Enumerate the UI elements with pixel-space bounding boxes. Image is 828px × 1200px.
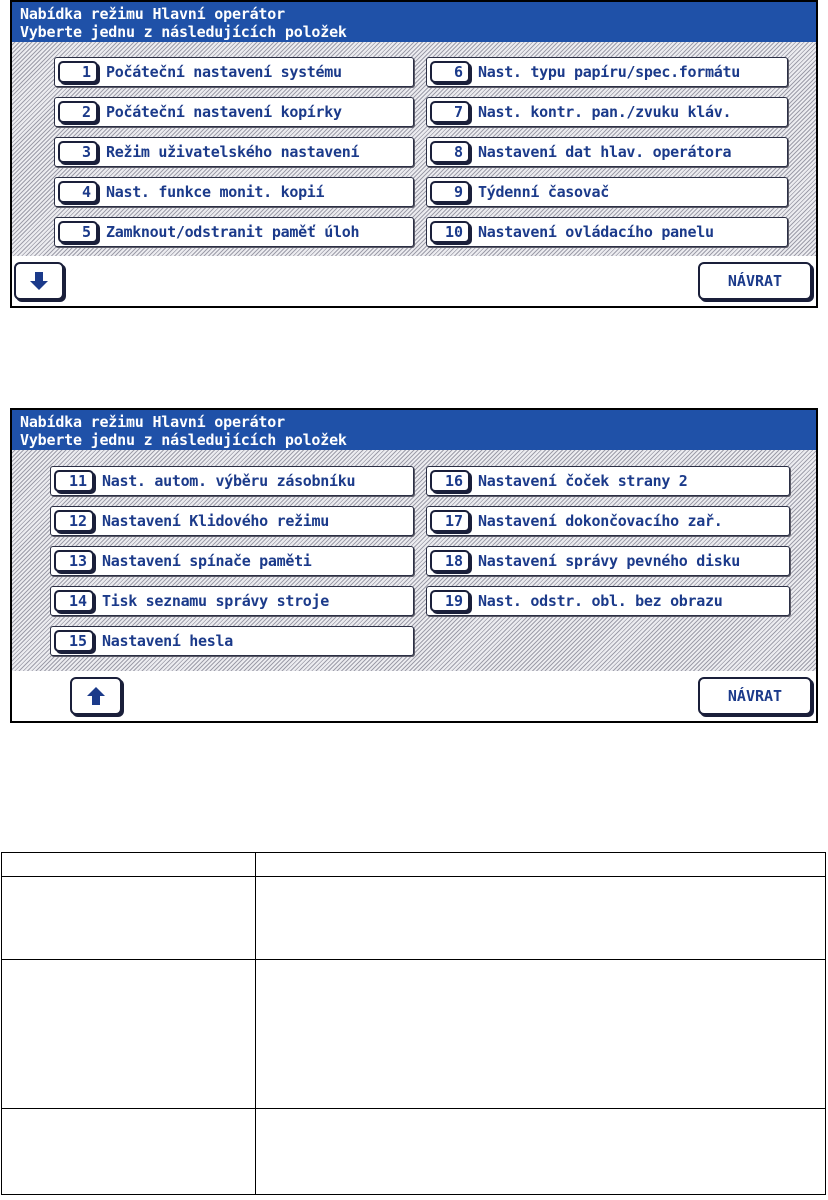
menu-item-11[interactable] (50, 466, 414, 496)
item-label: Tisk seznamu správy stroje (102, 592, 330, 610)
table-row (2, 1109, 826, 1195)
menu-item-19[interactable] (426, 586, 790, 616)
table-cell (2, 853, 256, 877)
title-line-1: Nabídka režimu Hlavní operátor (20, 413, 285, 431)
table-cell (256, 1109, 826, 1195)
item-number: 4 (58, 181, 98, 203)
item-number: 1 (58, 61, 98, 83)
menu-item-18[interactable] (426, 546, 790, 576)
title-line-2: Vyberte jednu z následujících položek (20, 23, 347, 41)
item-label: Nast. kontr. pan./zvuku kláv. (478, 103, 732, 121)
menu-item-2[interactable] (54, 97, 414, 127)
item-number: 19 (430, 590, 470, 612)
menu-item-5[interactable] (54, 217, 414, 247)
page-down-button[interactable] (14, 262, 64, 300)
item-label: Nast. funkce monit. kopií (106, 183, 325, 201)
menu-item-12[interactable] (50, 506, 414, 536)
menu-item-16[interactable] (426, 466, 790, 496)
item-label: Nastavení čoček strany 2 (478, 472, 688, 490)
item-label: Nastavení ovládacího panelu (478, 223, 714, 241)
table-cell (2, 960, 256, 1109)
menu-screen-page-2 (10, 408, 818, 723)
menu-item-17[interactable] (426, 506, 790, 536)
item-label: Nast. autom. výběru zásobníku (102, 472, 356, 490)
menu-item-8[interactable] (426, 137, 788, 167)
arrow-down-icon (26, 268, 52, 294)
title-bar (12, 410, 816, 450)
table-cell (256, 960, 826, 1109)
title-line-2: Vyberte jednu z následujících položek (20, 431, 347, 449)
description-table (1, 852, 826, 1195)
item-label: Počáteční nastavení systému (106, 63, 342, 81)
item-label: Nastavení hesla (102, 632, 233, 650)
item-number: 9 (430, 181, 470, 203)
item-number: 11 (54, 470, 94, 492)
menu-item-3[interactable] (54, 137, 414, 167)
menu-item-4[interactable] (54, 177, 414, 207)
item-label: Nastavení dat hlav. operátora (478, 143, 732, 161)
item-number: 10 (430, 221, 470, 243)
item-number: 5 (58, 221, 98, 243)
menu-item-7[interactable] (426, 97, 788, 127)
menu-item-1[interactable] (54, 57, 414, 87)
item-number: 2 (58, 101, 98, 123)
item-number: 13 (54, 550, 94, 572)
page-up-button[interactable] (70, 677, 122, 715)
bottom-bar (12, 671, 816, 721)
arrow-up-icon (83, 683, 109, 709)
item-number: 8 (430, 141, 470, 163)
item-number: 7 (430, 101, 470, 123)
item-number: 18 (430, 550, 470, 572)
item-label: Nastavení spínače paměti (102, 552, 312, 570)
item-number: 6 (430, 61, 470, 83)
menu-item-15[interactable] (50, 626, 414, 656)
menu-item-10[interactable] (426, 217, 788, 247)
return-button[interactable] (698, 677, 812, 715)
menu-item-13[interactable] (50, 546, 414, 576)
menu-item-6[interactable] (426, 57, 788, 87)
menu-screen-page-1 (10, 0, 818, 308)
return-button-label: NÁVRAT (727, 272, 783, 290)
item-label: Nastavení správy pevného disku (478, 552, 740, 570)
item-label: Nastavení Klidového režimu (102, 512, 330, 530)
table-row (2, 877, 826, 960)
menu-item-14[interactable] (50, 586, 414, 616)
table-row (2, 960, 826, 1109)
table-cell (2, 877, 256, 960)
return-button-label: NÁVRAT (727, 687, 783, 705)
table-cell (256, 853, 826, 877)
item-label: Počáteční nastavení kopírky (106, 103, 342, 121)
item-number: 16 (430, 470, 470, 492)
menu-item-9[interactable] (426, 177, 788, 207)
item-number: 3 (58, 141, 98, 163)
item-label: Týdenní časovač (478, 183, 609, 201)
table-cell (2, 1109, 256, 1195)
item-label: Zamknout/odstranit paměť úloh (106, 223, 360, 241)
title-bar (12, 2, 816, 42)
item-number: 15 (54, 630, 94, 652)
return-button[interactable] (698, 262, 812, 300)
table-row (2, 853, 826, 877)
item-number: 12 (54, 510, 94, 532)
item-label: Nastavení dokončovacího zař. (478, 512, 723, 530)
table-cell (256, 877, 826, 960)
item-label: Režim uživatelského nastavení (106, 143, 360, 161)
item-number: 17 (430, 510, 470, 532)
title-line-1: Nabídka režimu Hlavní operátor (20, 5, 285, 23)
item-number: 14 (54, 590, 94, 612)
bottom-bar (12, 256, 816, 306)
item-label: Nast. odstr. obl. bez obrazu (478, 592, 723, 610)
item-label: Nast. typu papíru/spec.formátu (478, 63, 740, 81)
